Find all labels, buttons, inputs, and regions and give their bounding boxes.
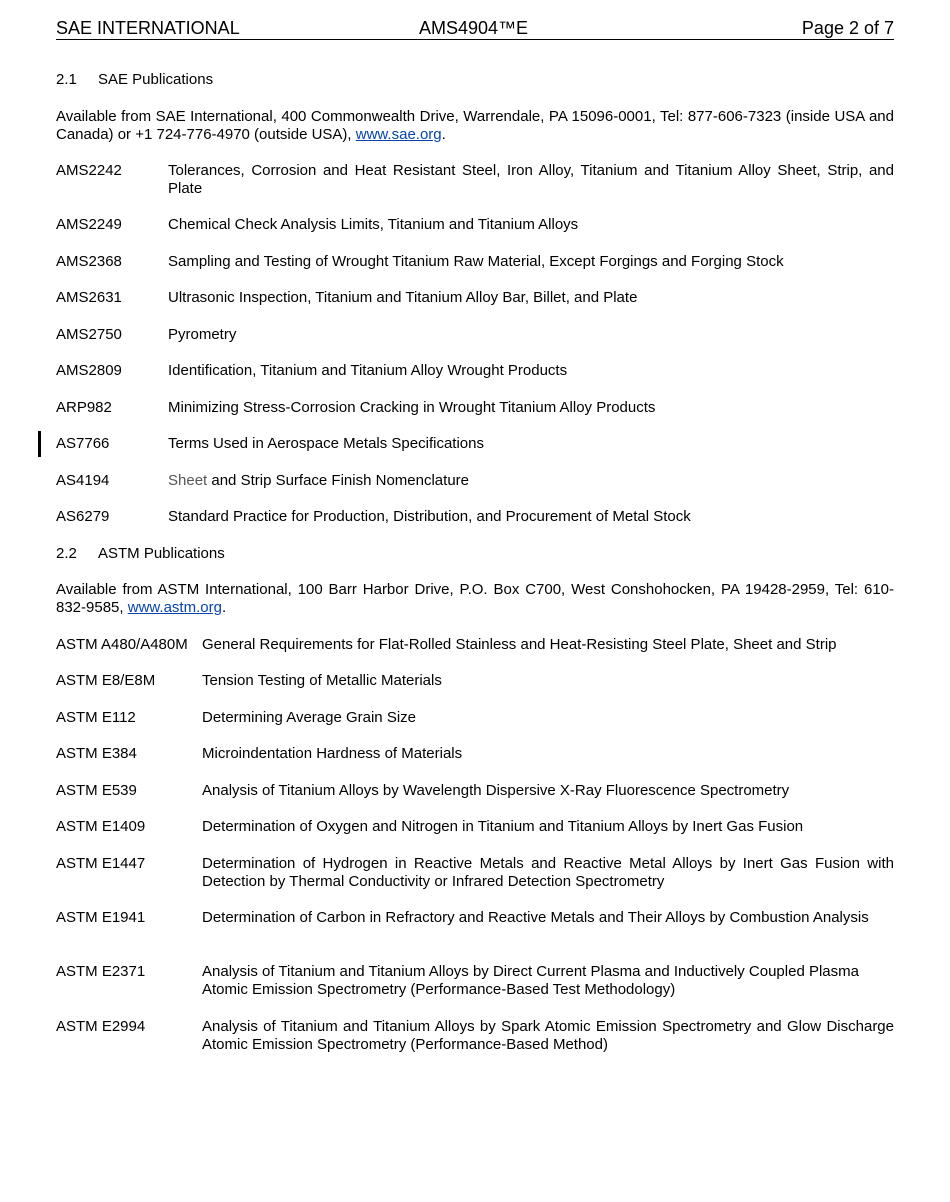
reference-title: Analysis of Titanium Alloys by Wavelength Dispersive X-Ray Fluorescence Spectrometry xyxy=(202,782,790,799)
header-organization: SAE INTERNATIONAL xyxy=(56,18,240,38)
astm-availability-paragraph: Available from ASTM International, 100 Barr Harbor Drive, P.O. Box C700, West Conshohocken, PA 19428-2959, Tel: 610-832-9585, www.astm.org. xyxy=(56,581,894,616)
reference-code: ASTM E2994 xyxy=(56,1018,146,1035)
section-title: SAE Publications xyxy=(98,71,214,88)
reference-code: AS4194 xyxy=(56,472,110,489)
section-number: 2.1 xyxy=(56,71,77,88)
section-number: 2.2 xyxy=(56,545,77,562)
reference-title xyxy=(168,472,894,490)
reference-title: Ultrasonic Inspection, Titanium and Titanium Alloy Bar, Billet, and Plate xyxy=(168,289,638,306)
reference-title: Tension Testing of Metallic Materials xyxy=(202,672,442,689)
sae-availability-paragraph: Available from SAE International, 400 Commonwealth Drive, Warrendale, PA 15096-0001, Tel: 877-606-7323 (inside USA and Canada) or +1 724-776-4970 (outside USA), www.sae.org. xyxy=(56,108,894,143)
section-heading-sae xyxy=(56,71,213,89)
reference-title: Pyrometry xyxy=(168,326,237,343)
reference-code: ASTM E1941 xyxy=(56,909,146,926)
reference-code: AMS2750 xyxy=(56,326,122,343)
reference-title: Tolerances, Corrosion and Heat Resistant Steel, Iron Alloy, Titanium and Titanium Alloy Sheet, Strip, and Plate xyxy=(168,162,894,197)
reference-code: AMS2631 xyxy=(56,289,122,306)
reference-code: ASTM E1409 xyxy=(56,818,146,835)
reference-code: AMS2368 xyxy=(56,253,122,270)
reference-code: AMS2249 xyxy=(56,216,122,233)
reference-title: Minimizing Stress-Corrosion Cracking in Wrought Titanium Alloy Products xyxy=(168,399,656,416)
sae-website-link[interactable]: www.sae.org xyxy=(355,126,442,143)
reference-code: ASTM E384 xyxy=(56,745,137,762)
reference-code: AMS2809 xyxy=(56,362,122,379)
availability-text: Available from ASTM International, 100 Barr Harbor Drive, P.O. Box C700, West Conshohocken, PA 19428-2959, Tel: 610-832-9585, xyxy=(56,581,894,616)
reference-title: Terms Used in Aerospace Metals Specifications xyxy=(168,435,484,452)
reference-title: Determination of Hydrogen in Reactive Metals and Reactive Metal Alloys by Inert Gas Fusion with Detection by Thermal Conductivity or Infrared Detection Spectrometry xyxy=(202,855,894,890)
astm-website-link[interactable]: www.astm.org xyxy=(127,599,222,616)
reference-title: Determining Average Grain Size xyxy=(202,709,416,726)
reference-title: Microindentation Hardness of Materials xyxy=(202,745,463,762)
reference-code: ASTM E112 xyxy=(56,709,136,726)
section-heading-astm xyxy=(56,545,225,563)
reference-code: AS7766 xyxy=(56,435,110,452)
reference-code: AMS2242 xyxy=(56,162,122,179)
availability-text: Available from SAE International, 400 Commonwealth Drive, Warrendale, PA 15096-0001, Tel: 877-606-7323 (inside USA and Canada) or +1 724-776-4970 (outside USA), xyxy=(56,108,894,143)
reference-title: Determination of Oxygen and Nitrogen in Titanium and Titanium Alloys by Inert Gas Fusion xyxy=(202,818,804,835)
reference-code: ASTM E1447 xyxy=(56,855,146,872)
reference-title: Identification, Titanium and Titanium Alloy Wrought Products xyxy=(168,362,568,379)
reference-code: ASTM E8/E8M xyxy=(56,672,156,689)
reference-title: Standard Practice for Production, Distribution, and Procurement of Metal Stock xyxy=(168,508,691,525)
reference-title: General Requirements for Flat-Rolled Stainless and Heat-Resisting Steel Plate, Sheet and Strip xyxy=(202,636,837,653)
reference-code: AS6279 xyxy=(56,508,110,525)
reference-title: Analysis of Titanium and Titanium Alloys by Direct Current Plasma and Inductively Coupled Plasma Atomic Emission Spectrometry (Performance-Based Test Methodology) xyxy=(202,963,859,998)
header-page-number: Page 2 of 7 xyxy=(801,18,894,38)
reference-title-rest: and Strip Surface Finish Nomenclature xyxy=(207,472,469,489)
reference-title-prefix: Sheet xyxy=(168,472,208,489)
page-header xyxy=(56,17,894,40)
reference-code: ARP982 xyxy=(56,399,112,416)
reference-title: Analysis of Titanium and Titanium Alloys by Spark Atomic Emission Spectrometry and Glow Discharge Atomic Emission Spectrometry (Performance-Based Method) xyxy=(202,1018,894,1053)
reference-code: ASTM E2371 xyxy=(56,963,146,980)
reference-title: Determination of Carbon in Refractory and Reactive Metals and Their Alloys by Combustion Analysis xyxy=(202,909,869,926)
reference-title: Sampling and Testing of Wrought Titanium Raw Material, Except Forgings and Forging Stock xyxy=(168,253,784,270)
reference-code: ASTM A480/A480M xyxy=(56,636,188,653)
reference-code: ASTM E539 xyxy=(56,782,137,799)
revision-change-bar xyxy=(38,431,41,457)
section-title: ASTM Publications xyxy=(98,545,225,562)
header-document-number: AMS4904™E xyxy=(419,18,529,38)
reference-title: Chemical Check Analysis Limits, Titanium and Titanium Alloys xyxy=(168,216,579,233)
